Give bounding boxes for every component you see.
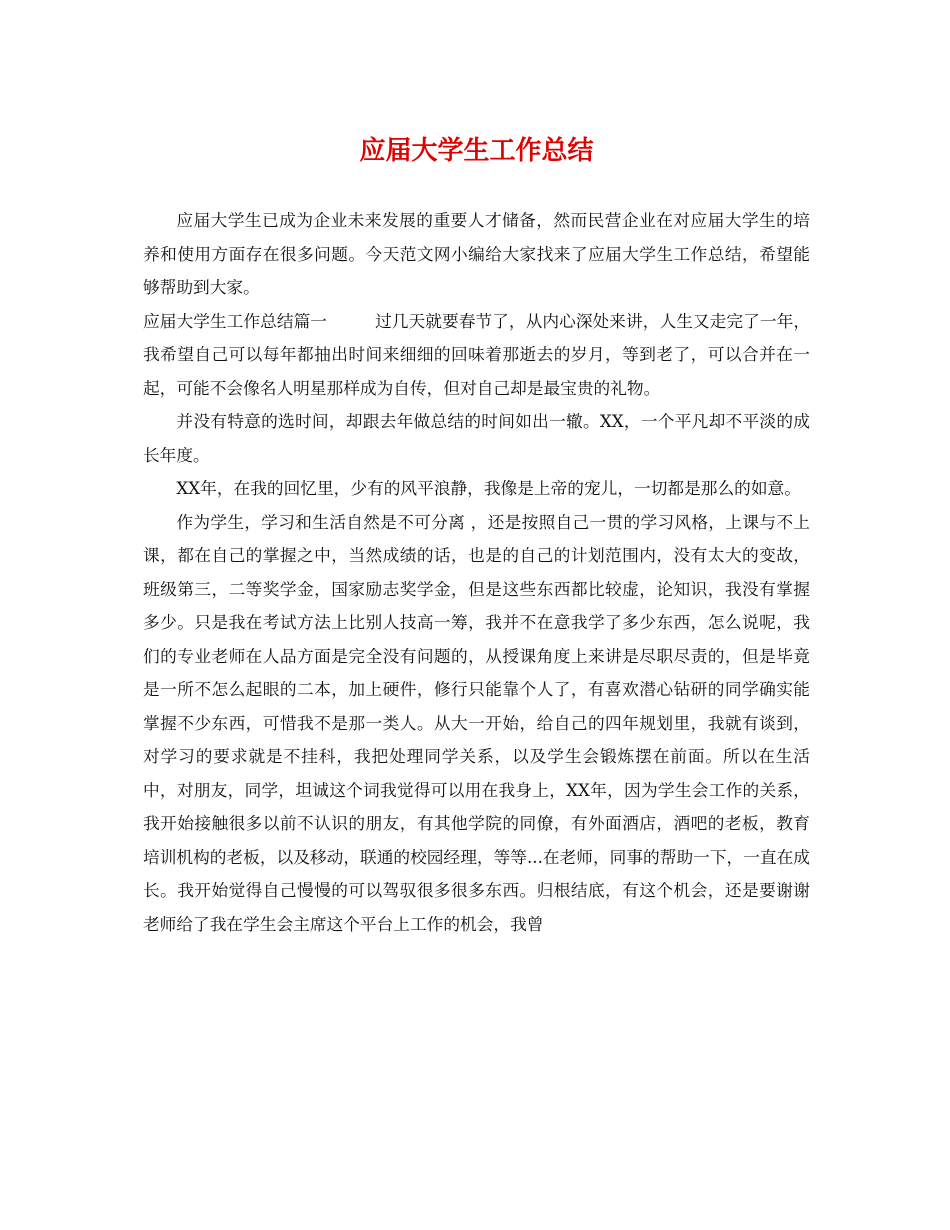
document-body bbox=[143, 204, 810, 941]
paragraph-timing: 并没有特意的选时间，却跟去年做总结的时间如出一辙。XX，一个平凡却不平淡的成长年度。 bbox=[143, 411, 810, 465]
intro-paragraph: 应届大学生已成为企业未来发展的重要人才储备，然而民营企业在对应届大学生的培养和使用方面存在很多问题。今天范文网小编给大家找来了应届大学生工作总结，希望能够帮助到大家。 bbox=[143, 210, 810, 297]
document-title: 应届大学生工作总结 bbox=[359, 136, 594, 166]
paragraph-memory: XX年，在我的回忆里，少有的风平浪静，我像是上帝的宠儿，一切都是那么的如意。 bbox=[176, 478, 801, 498]
section-text: 过几天就要春节了，从内心深处来讲，人生又走完了一年，我希望自己可以每年都抽出时间来细细的回味着那逝去的岁月，等到老了，可以合并在一起，可能不会像名人明星那样成为自传，但对自己却是最宝贵的礼物。 bbox=[143, 310, 811, 398]
section-paragraph bbox=[143, 305, 810, 406]
paragraph-study-life: 作为学生，学习和生活自然是不可分离 ，还是按照自己一贯的学习风格，上课与不上课，都在自己的掌握之中，当然成绩的话，也是的自己的计划范围内，没有太大的变故，班级第三，二等奖学金，国家励志奖学金，但是这些东西都比较虚，论知识，我没有掌握多少。只是我在考试方法上比别人技高一筹，我并不在意我学了多少东西，怎么说呢，我们的专业老师在人品方面是完全没有问题的，从授课角度上来讲是尽职尽责的，但是毕竟是一所不怎么起眼的二本，加上硬件，修行只能靠个人了，有喜欢潜心钻研的同学确实能掌握不少东西，可惜我不是那一类人。从大一开始，给自己的四年规划里，我就有谈到，对学习的要求就是不挂科，我把处理同学关系，以及学生会锻炼摆在前面。所以在生活中，对朋友，同学，坦诚这个词我觉得可以用在我身上，XX年，因为学生会工作的关系，我开始接触很多以前不认识的朋友，有其他学院的同僚，有外面酒店，酒吧的老板，教育培训机构的老板，以及移动，联通的校园经理，等等...在老师，同事的帮助一下，一直在成长。我开始觉得自己慢慢的可以驾驭很多很多东西。归根结底，有这个机会，还是要谢谢老师给了我在学生会主席这个平台上工作的机会，我曾 bbox=[143, 511, 810, 934]
section-heading: 应届大学生工作总结篇一 bbox=[143, 310, 328, 331]
